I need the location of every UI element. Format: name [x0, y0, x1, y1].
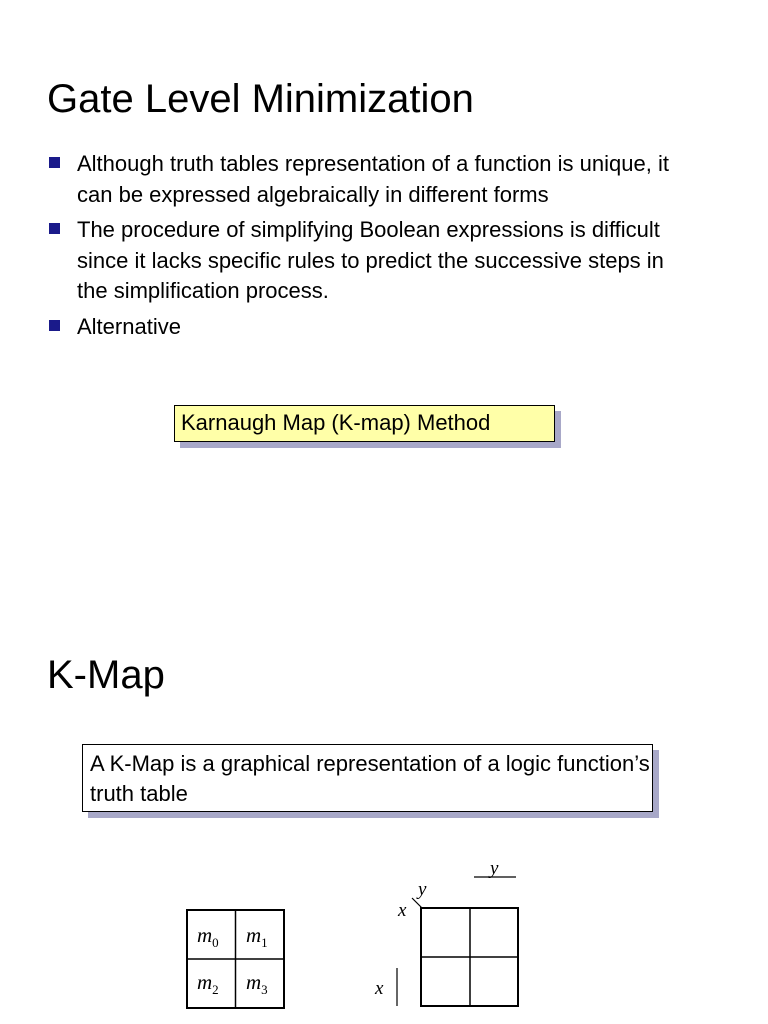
corner-row-variable: x: [398, 900, 407, 921]
row-variable-label: x: [375, 978, 384, 999]
kmap-method-callout: Karnaugh Map (K-map) Method: [174, 405, 555, 442]
slide-title-kmap: K-Map: [47, 653, 165, 697]
slide-title-gate-level: Gate Level Minimization: [47, 77, 474, 121]
bullet-text: Although truth tables representation of a function is unique, it can be expressed algebraically in different forms: [77, 151, 669, 207]
kmap-definition-box: A K-Map is a graphical representation of a logic function’s truth table: [82, 744, 653, 812]
variable-kmap-grid: [374, 858, 518, 1006]
minterm-cell: $m_0$: [197, 923, 219, 950]
column-variable-label: y: [490, 858, 499, 879]
bullet-text: The procedure of simplifying Boolean expressions is difficult since it lacks specific rules to predict the successive steps in the simplification process.: [77, 217, 664, 303]
bullet-text: Alternative: [77, 313, 181, 339]
corner-column-variable: y: [418, 879, 427, 900]
minterm-cell: $m_3$: [246, 970, 268, 997]
minterm-cell: $m_1$: [246, 923, 268, 950]
minterm-cell: $m_2$: [197, 970, 219, 997]
minterm-grid: [187, 910, 284, 1008]
